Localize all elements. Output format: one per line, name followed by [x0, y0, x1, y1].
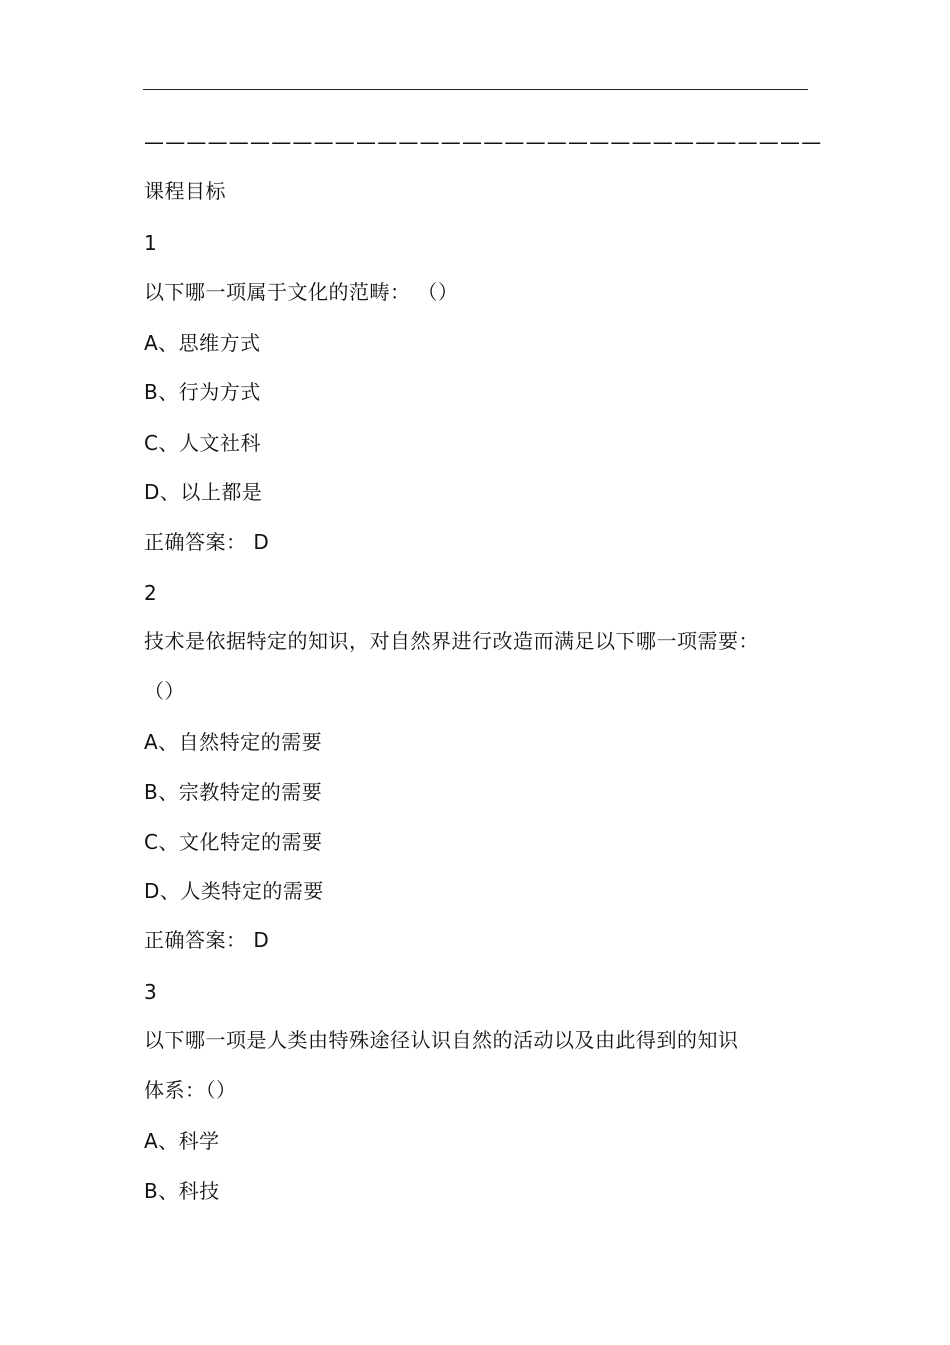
option-d: D、人类特定的需要 [144, 879, 324, 903]
option-c: C、文化特定的需要 [144, 830, 323, 854]
dashed-separator: ———————————————————————————————— [144, 130, 823, 154]
question-stem: 技术是依据特定的知识，对自然界进行改造而满足以下哪一项需要： [144, 629, 759, 653]
question-stem-continued: （） [144, 679, 185, 703]
option-a: A、自然特定的需要 [144, 730, 323, 754]
section-title: 课程目标 [144, 179, 226, 203]
option-a: A、思维方式 [144, 331, 261, 355]
question-stem: 以下哪一项是人类由特殊途径认识自然的活动以及由此得到的知识 [144, 1028, 739, 1052]
option-d: D、以上都是 [144, 480, 263, 504]
top-rule [143, 89, 808, 90]
option-b: B、科技 [144, 1179, 220, 1203]
option-b: B、宗教特定的需要 [144, 780, 323, 804]
correct-answer: 正确答案： D [144, 530, 270, 554]
question-stem-continued: 体系：（） [144, 1078, 237, 1102]
question-number: 2 [144, 581, 158, 605]
correct-answer: 正确答案： D [144, 928, 270, 952]
option-c: C、人文社科 [144, 431, 261, 455]
option-b: B、行为方式 [144, 380, 261, 404]
question-number: 1 [144, 231, 158, 255]
question-number: 3 [144, 980, 158, 1004]
question-stem: 以下哪一项属于文化的范畴： （） [144, 280, 459, 304]
option-a: A、科学 [144, 1129, 220, 1153]
